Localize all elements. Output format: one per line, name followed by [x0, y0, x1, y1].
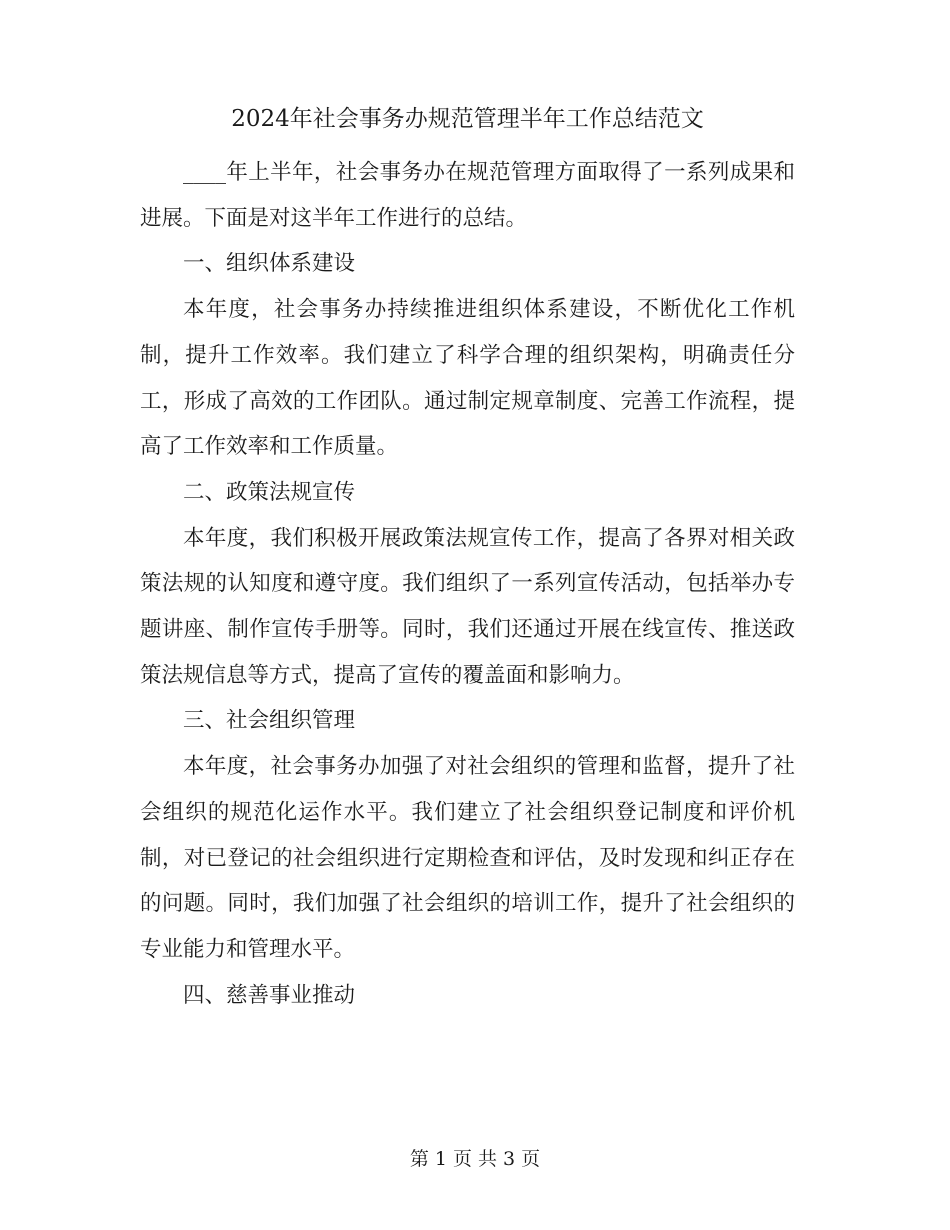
section-body-organization: 本年度，社会事务办持续推进组织体系建设，不断优化工作机制，提升工作效率。我们建立了科学合理的组织架构，明确责任分工，形成了高效的工作团队。通过制定规章制度、完善工作流程，提高了工作效率和工作质量。: [140, 297, 795, 460]
section-heading-social-organization: 三、社会组织管理: [183, 708, 356, 734]
section-body-policy: 本年度，我们积极开展政策法规宣传工作，提高了各界对相关政策法规的认知度和遵守度。我们组织了一系列宣传活动，包括举办专题讲座、制作宣传手册等。同时，我们还通过开展在线宣传、推送政策法规信息等方式，提高了宣传的覆盖面和影响力。: [140, 525, 795, 688]
section-heading-charity: 四、慈善事业推动: [183, 982, 356, 1008]
document-body: [140, 150, 795, 1018]
section-body-social-organization: 本年度，社会事务办加强了对社会组织的管理和监督，提升了社会组织的规范化运作水平。我们建立了社会组织登记制度和评价机制，对已登记的社会组织进行定期检查和评估，及时发现和纠正存在的问题。同时，我们加强了社会组织的培训工作，提升了社会组织的专业能力和管理水平。: [140, 754, 795, 962]
section-heading-policy: 二、政策法规宣传: [183, 479, 356, 505]
document-title: 2024年社会事务办规范管理半年工作总结范文: [231, 106, 704, 132]
section-heading-organization: 一、组织体系建设: [183, 251, 356, 277]
intro-paragraph: ____年上半年，社会事务办在规范管理方面取得了一系列成果和进展。下面是对这半年工作进行的总结。: [140, 160, 795, 231]
page-number-footer: 第 1 页 共 3 页: [409, 1148, 541, 1170]
